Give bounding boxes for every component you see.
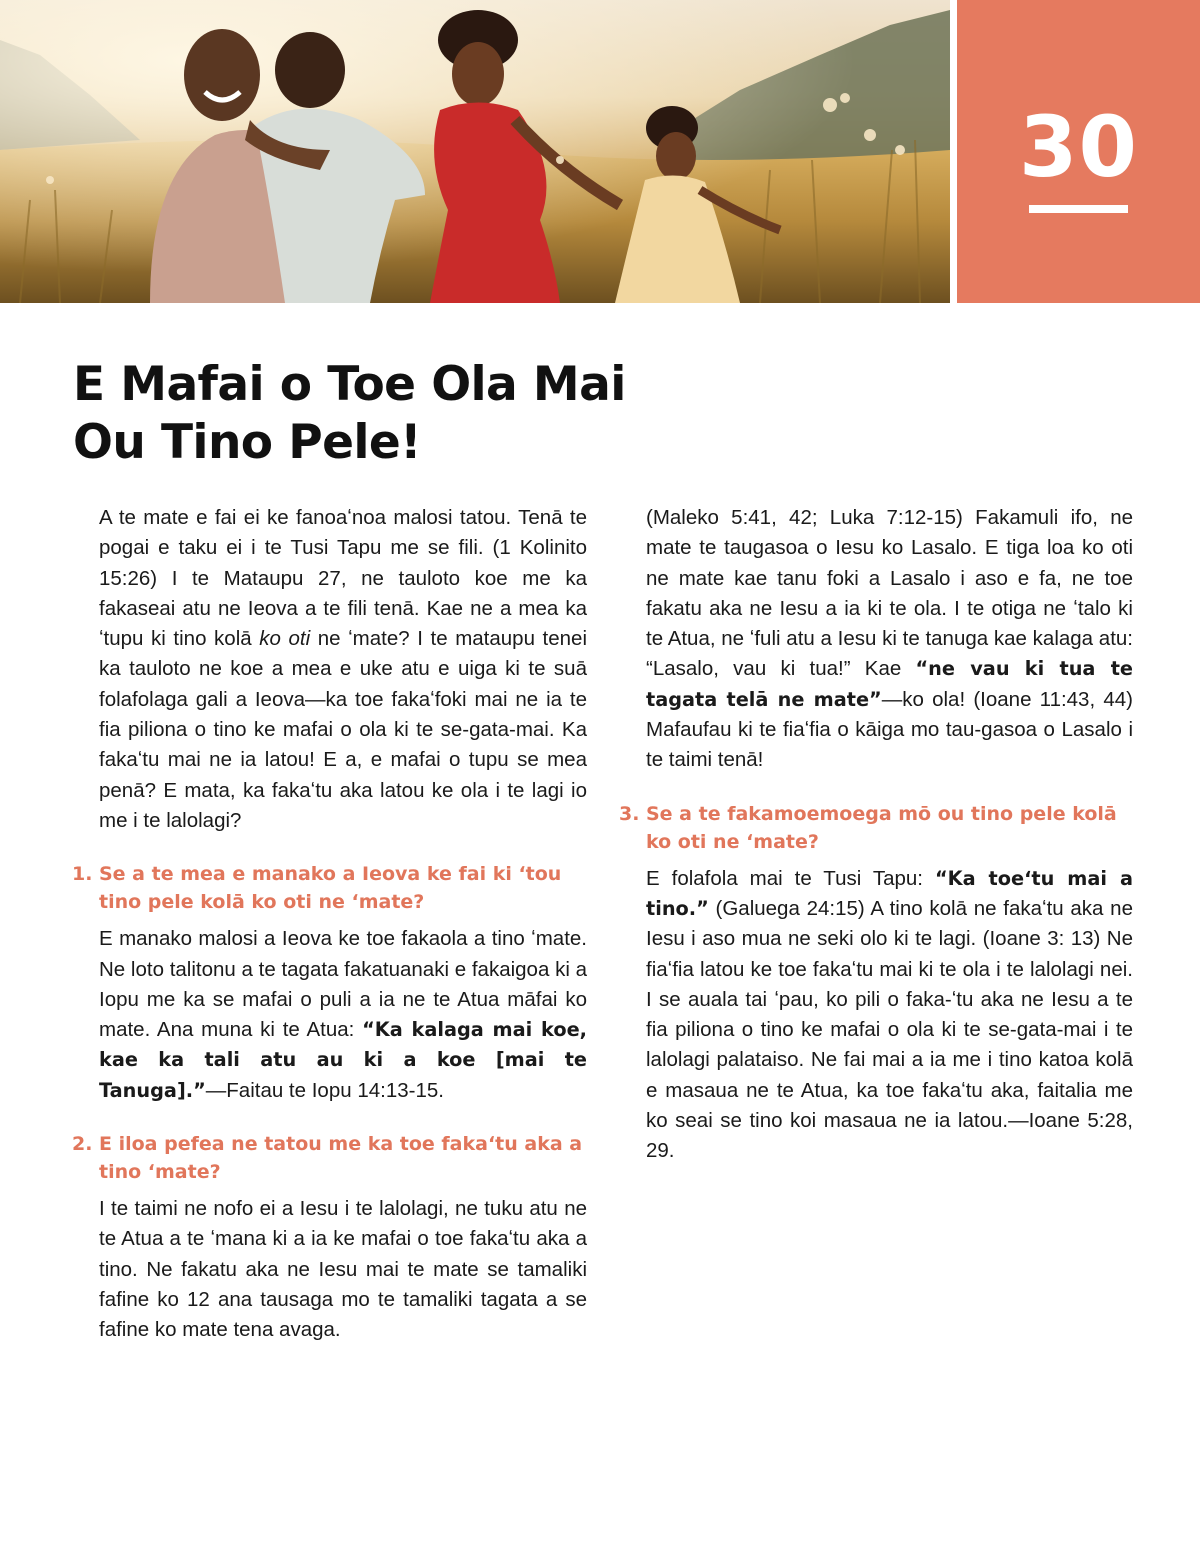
hero-illustration: [0, 0, 950, 303]
answer-3-text-2: (Galuega 24:15) A tino kolā ne fakaʻtu aka ne Iesu i aso mua ne seki olo ki te lagi. (Ioane 3: 13) Ne fiaʻfia latou ke toe fakaʻtu mai ki te ola i te lalolagi nei. I se auala tai ʻpau, ko pili o faka-ʻtu aka ne Iesu a te fia piliona o tino ke mafai o ola ki te se-gata-mai i te lalolagi palataiso. Ne fai mai a ia me i tino katoa kolā e masaua ne te Atua, ka toe fakaʻtu aka, faitalia me ko seai se tino koi masaua ne ia latou.—Ioane 5:28, 29.: [646, 896, 1133, 1163]
question-1-text: Se a te mea e manako a Ieova ke fai ki ʻtou tino pele kolā ko oti ne ʻmate?: [99, 863, 562, 914]
right-column: [619, 503, 1133, 1167]
answer-1-reference: —Faitau te Iopu 14:13-15.: [205, 1078, 444, 1102]
intro-text-2: ne ʻmate? I te mataupu tenei ka tauloto ne koe a mea e uke atu e uiga ki te suā folafolaga gali a Ieova—ka toe fakaʻfoki mai ne ia te fia piliona o tino ke mafai o ola ki te se-gata-mai. Ka fakaʻtu mai ne ia latou! E a, e mafai o tupu se mea penā? E mata, ka fakaʻtu aka latou ke ola i te lagi io me i te lalolagi?: [99, 627, 588, 832]
answer-2-paragraph-part-2: [619, 503, 1133, 776]
answer-3-text-1: E folafola mai te Tusi Tapu:: [646, 866, 935, 890]
question-3-number: 3.: [619, 802, 640, 825]
answer-2-text-2: (Maleko 5:41, 42; Luka 7:12-15) Fakamuli ifo, ne mate te taugasoa o Iesu ko Lasalo. E tiga loa ko oti ne mate kae tanu foki a Lasalo i aso e fa, ne toe fakatu aka ne Iesu a ia ki te ola. I te otiga ne ʻtalo ki te Atua, ne ʻfuli atu a Iesu ki te tanuga kae kalaga atu: “Lasalo, vau ki tua!” Kae: [646, 506, 1133, 681]
answer-2-paragraph-part-1: [72, 1194, 587, 1345]
answer-1-quote: “Ka kalaga mai koe, kae ka tali atu au ki a koe [mai te Tanuga].”: [99, 1018, 587, 1102]
answer-1-text: E manako malosi a Ieova ke toe fakaola a tino ʻmate. Ne loto talitonu a te tagata fakatuanaki e fakaigoa ki a Iopu me ka se mafai o puli a ia ne te Atua māfai ko mate. Ana muna ki te Atua:: [99, 927, 587, 1042]
question-3-text: Se a te fakamoemoega mō ou tino pele kolā ko oti ne ʻmate?: [646, 802, 1117, 853]
badge-underline: [1029, 205, 1128, 213]
lesson-number: 30: [1019, 98, 1138, 196]
title-line-2: Ou Tino Pele!: [73, 415, 422, 470]
answer-2-quote: “ne vau ki tua te tagata telā ne mate”: [646, 657, 1133, 711]
title-line-1: E Mafai o Toe Ola Mai: [73, 357, 626, 412]
answer-1-paragraph: [72, 924, 587, 1106]
answer-3-quote: “Ka toeʻtu mai a tino.”: [646, 866, 1133, 920]
question-2-number: 2.: [72, 1133, 93, 1156]
question-3: [619, 800, 1133, 856]
hero-photo: [0, 0, 950, 303]
lesson-number-badge: [957, 0, 1200, 303]
answer-3-paragraph: [619, 864, 1133, 1167]
lesson-title: [73, 356, 633, 472]
question-2-text: E iloa pefea ne tatou me ka toe fakaʻtu aka a tino ʻmate?: [99, 1133, 583, 1184]
question-2: [72, 1130, 587, 1186]
answer-2-text-1: I te taimi ne nofo ei a Iesu i te lalolagi, ne tuku atu ne te Atua a te ʻmana ki a ia ke mafai o toe fakaʻtu aka a tino. Ne fakatu aka ne Iesu mai te mate se tamaliki fafine ko 12 ana tausaga mo te tamaliki tagata a se fafine ko mate tena avaga.: [99, 1197, 587, 1342]
intro-italic: ko oti: [259, 627, 311, 651]
answer-2-text-3: —ko ola! (Ioane 11:43, 44) Mafaufau ki te fiaʻfia o kāiga mo tau-gasoa o Lasalo i te taimi tenā!: [646, 687, 1133, 772]
intro-text-1: A te mate e fai ei ke fanoaʻnoa malosi tatou. Tenā te pogai e taku ei i te Tusi Tapu me se fili. (1 Kolinito 15:26) I te Mataupu 27, ne tauloto koe me ka fakaseai atu ne Ieova a te fili tenā. Kae ne a mea ka ʻtupu ki tino kolā: [99, 506, 587, 651]
question-1-number: 1.: [72, 863, 93, 886]
question-1: [72, 860, 587, 916]
left-column: [72, 503, 587, 1346]
intro-paragraph: [72, 503, 587, 836]
